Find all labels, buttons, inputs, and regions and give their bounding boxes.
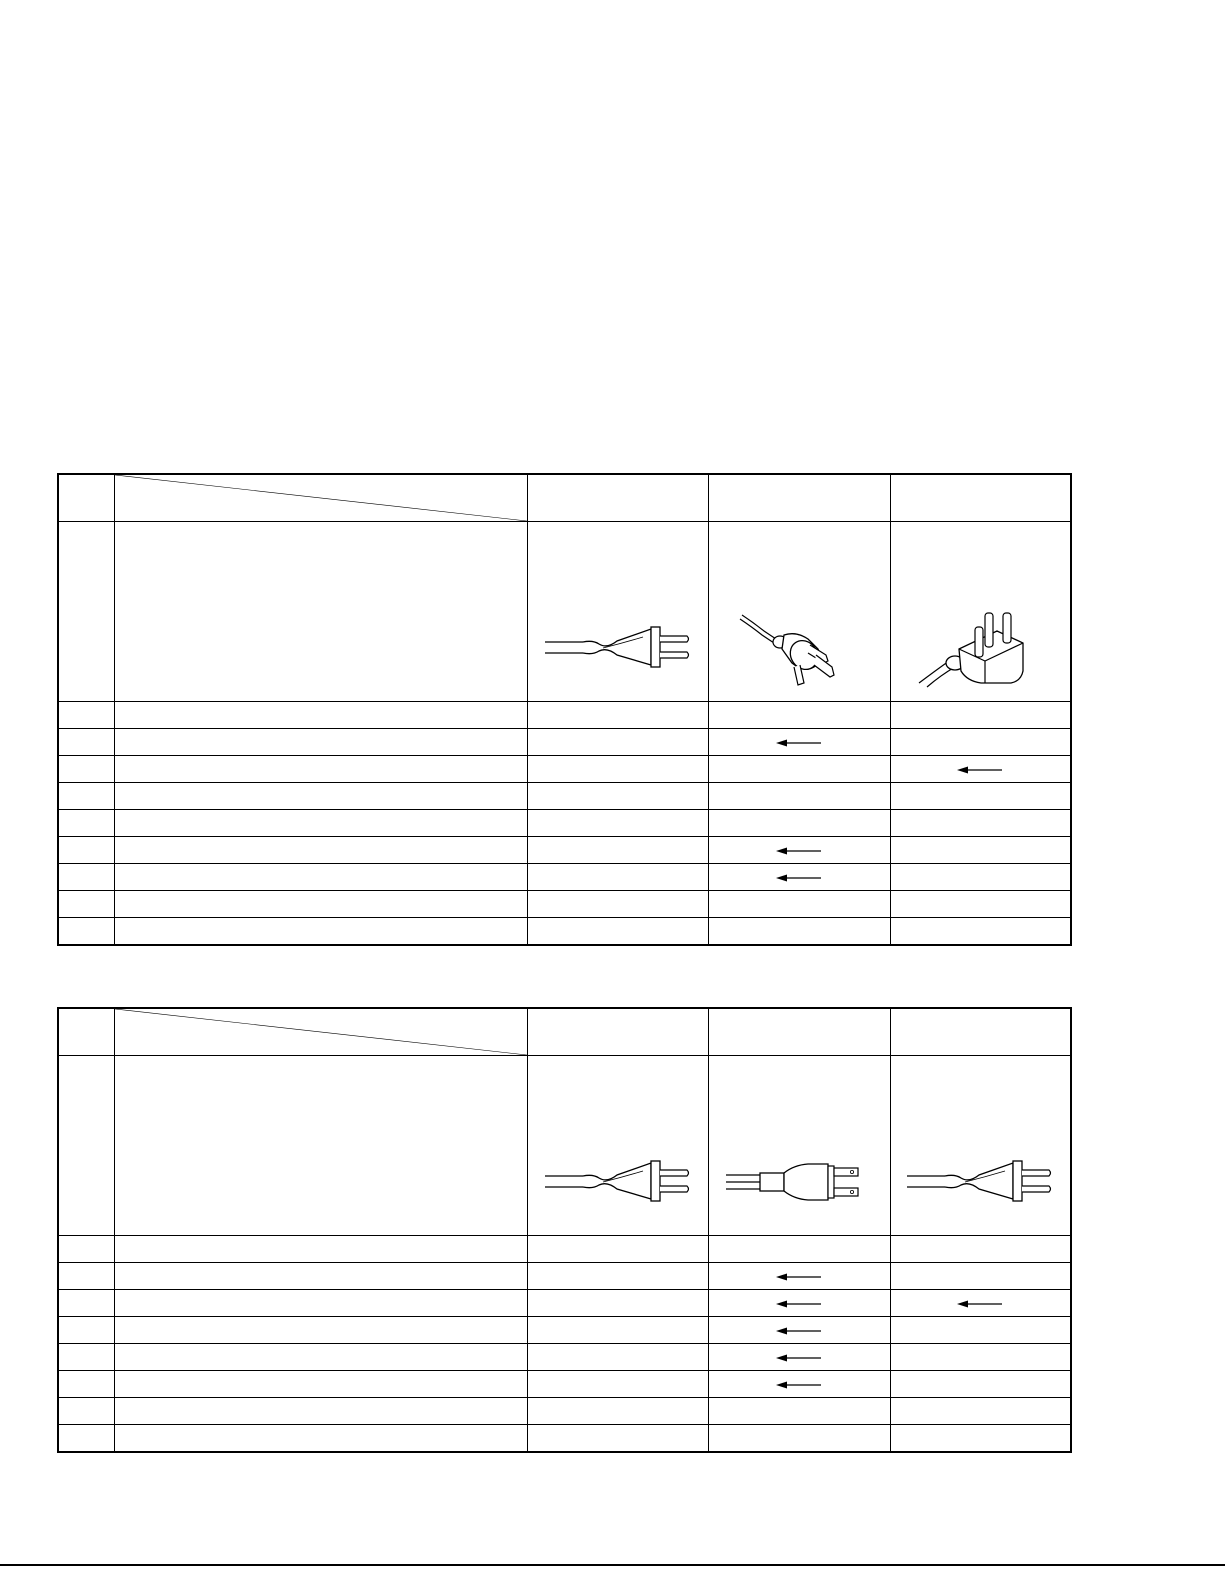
table-row <box>58 756 1071 783</box>
row-label-cell <box>114 1290 527 1317</box>
value-cell <box>890 891 1071 918</box>
same-as-left-arrow-icon <box>957 1299 1003 1309</box>
same-as-left-arrow-icon <box>957 765 1003 775</box>
table-row <box>58 891 1071 918</box>
table-row <box>58 1344 1071 1371</box>
table-row <box>58 1398 1071 1425</box>
value-cell <box>527 837 708 864</box>
row-label-cell <box>114 891 527 918</box>
value-cell <box>708 810 890 837</box>
row-label-cell <box>114 756 527 783</box>
value-cell <box>527 756 708 783</box>
value-cell <box>890 1344 1071 1371</box>
value-cell <box>527 783 708 810</box>
value-cell <box>890 864 1071 891</box>
header-cell-model-3 <box>890 1008 1071 1056</box>
value-cell <box>527 891 708 918</box>
value-cell <box>708 702 890 729</box>
row-label-cell <box>114 1317 527 1344</box>
plug-row-number-cell <box>58 522 114 702</box>
row-label-cell <box>114 1236 527 1263</box>
value-cell <box>527 729 708 756</box>
value-cell <box>708 1344 890 1371</box>
row-number-cell <box>58 1317 114 1344</box>
value-cell <box>527 1371 708 1398</box>
table-row <box>58 1290 1071 1317</box>
plug-row-label-cell <box>114 1056 527 1236</box>
value-cell <box>708 837 890 864</box>
value-cell <box>890 1317 1071 1344</box>
value-cell <box>527 1344 708 1371</box>
spec-table-1 <box>57 473 1072 946</box>
row-label-cell <box>114 783 527 810</box>
value-cell <box>527 1290 708 1317</box>
row-label-cell <box>114 837 527 864</box>
row-number-cell <box>58 837 114 864</box>
row-label-cell <box>114 918 527 946</box>
same-as-left-arrow-icon <box>776 846 822 856</box>
diagonal-divider-line <box>115 475 527 521</box>
table-row <box>58 864 1071 891</box>
header-cell-diagonal <box>114 1008 527 1056</box>
value-cell <box>708 1425 890 1453</box>
row-number-cell <box>58 783 114 810</box>
plug-cell-1 <box>527 1056 708 1236</box>
value-cell <box>890 756 1071 783</box>
header-cell-diagonal <box>114 474 527 522</box>
value-cell <box>708 1263 890 1290</box>
row-number-cell <box>58 1290 114 1317</box>
plug-cell-2 <box>708 1056 890 1236</box>
table-header-row <box>58 474 1071 522</box>
row-label-cell <box>114 1371 527 1398</box>
value-cell <box>890 1290 1071 1317</box>
row-number-cell <box>58 1236 114 1263</box>
table-row <box>58 1317 1071 1344</box>
value-cell <box>890 810 1071 837</box>
same-as-left-arrow-icon <box>776 738 822 748</box>
plug-illustration-row <box>58 1056 1071 1236</box>
value-cell <box>708 918 890 946</box>
value-cell <box>708 1371 890 1398</box>
table-row <box>58 729 1071 756</box>
row-label-cell <box>114 702 527 729</box>
plug-row-label-cell <box>114 522 527 702</box>
same-as-left-arrow-icon <box>776 1380 822 1390</box>
table-row <box>58 1371 1071 1398</box>
value-cell <box>890 1371 1071 1398</box>
value-cell <box>890 1236 1071 1263</box>
value-cell <box>890 1263 1071 1290</box>
value-cell <box>708 1398 890 1425</box>
value-cell <box>527 1398 708 1425</box>
row-number-cell <box>58 729 114 756</box>
table-row <box>58 810 1071 837</box>
table-row <box>58 918 1071 946</box>
header-cell-number <box>58 474 114 522</box>
two-flat-pin-plug-icon <box>724 1157 874 1207</box>
row-label-cell <box>114 1425 527 1453</box>
table-row <box>58 1236 1071 1263</box>
value-cell <box>527 1425 708 1453</box>
row-number-cell <box>58 1425 114 1453</box>
angled-flat-pin-plug-icon <box>734 609 864 689</box>
row-label-cell <box>114 1398 527 1425</box>
value-cell <box>708 756 890 783</box>
table-row <box>58 1425 1071 1453</box>
same-as-left-arrow-icon <box>776 1353 822 1363</box>
row-label-cell <box>114 1344 527 1371</box>
plug-cell-3 <box>890 522 1071 702</box>
row-number-cell <box>58 756 114 783</box>
value-cell <box>708 1317 890 1344</box>
value-cell <box>890 702 1071 729</box>
row-number-cell <box>58 918 114 946</box>
header-cell-model-2 <box>708 1008 890 1056</box>
two-pin-round-plug-icon <box>543 623 693 673</box>
row-number-cell <box>58 1344 114 1371</box>
two-pin-round-plug-icon <box>905 1157 1055 1207</box>
value-cell <box>527 1317 708 1344</box>
row-number-cell <box>58 1263 114 1290</box>
table-row <box>58 837 1071 864</box>
value-cell <box>527 1263 708 1290</box>
table-row <box>58 1263 1071 1290</box>
value-cell <box>708 891 890 918</box>
plug-row-number-cell <box>58 1056 114 1236</box>
diagonal-divider-line <box>115 1009 527 1055</box>
row-label-cell <box>114 729 527 756</box>
table-header-row <box>58 1008 1071 1056</box>
header-cell-model-3 <box>890 474 1071 522</box>
row-label-cell <box>114 864 527 891</box>
row-number-cell <box>58 1398 114 1425</box>
value-cell <box>527 810 708 837</box>
value-cell <box>527 1236 708 1263</box>
plug-cell-2 <box>708 522 890 702</box>
table-row <box>58 702 1071 729</box>
row-number-cell <box>58 810 114 837</box>
value-cell <box>890 1398 1071 1425</box>
value-cell <box>527 918 708 946</box>
row-label-cell <box>114 810 527 837</box>
header-cell-model-1 <box>527 1008 708 1056</box>
value-cell <box>890 729 1071 756</box>
value-cell <box>708 1236 890 1263</box>
same-as-left-arrow-icon <box>776 1326 822 1336</box>
value-cell <box>890 1425 1071 1453</box>
plug-cell-3 <box>890 1056 1071 1236</box>
value-cell <box>890 918 1071 946</box>
header-cell-number <box>58 1008 114 1056</box>
row-number-cell <box>58 891 114 918</box>
plug-illustration-row <box>58 522 1071 702</box>
row-number-cell <box>58 1371 114 1398</box>
spec-table-2 <box>57 1007 1072 1453</box>
same-as-left-arrow-icon <box>776 873 822 883</box>
same-as-left-arrow-icon <box>776 1299 822 1309</box>
three-pin-round-plug-icon <box>915 609 1045 689</box>
header-cell-model-2 <box>708 474 890 522</box>
row-label-cell <box>114 1263 527 1290</box>
two-pin-round-plug-icon <box>543 1157 693 1207</box>
page-bottom-rule <box>0 1564 1225 1566</box>
value-cell <box>708 729 890 756</box>
value-cell <box>527 702 708 729</box>
row-number-cell <box>58 864 114 891</box>
value-cell <box>890 837 1071 864</box>
value-cell <box>708 1290 890 1317</box>
same-as-left-arrow-icon <box>776 1272 822 1282</box>
value-cell <box>890 783 1071 810</box>
value-cell <box>708 783 890 810</box>
value-cell <box>527 864 708 891</box>
table-row <box>58 783 1071 810</box>
plug-cell-1 <box>527 522 708 702</box>
header-cell-model-1 <box>527 474 708 522</box>
row-number-cell <box>58 702 114 729</box>
value-cell <box>708 864 890 891</box>
